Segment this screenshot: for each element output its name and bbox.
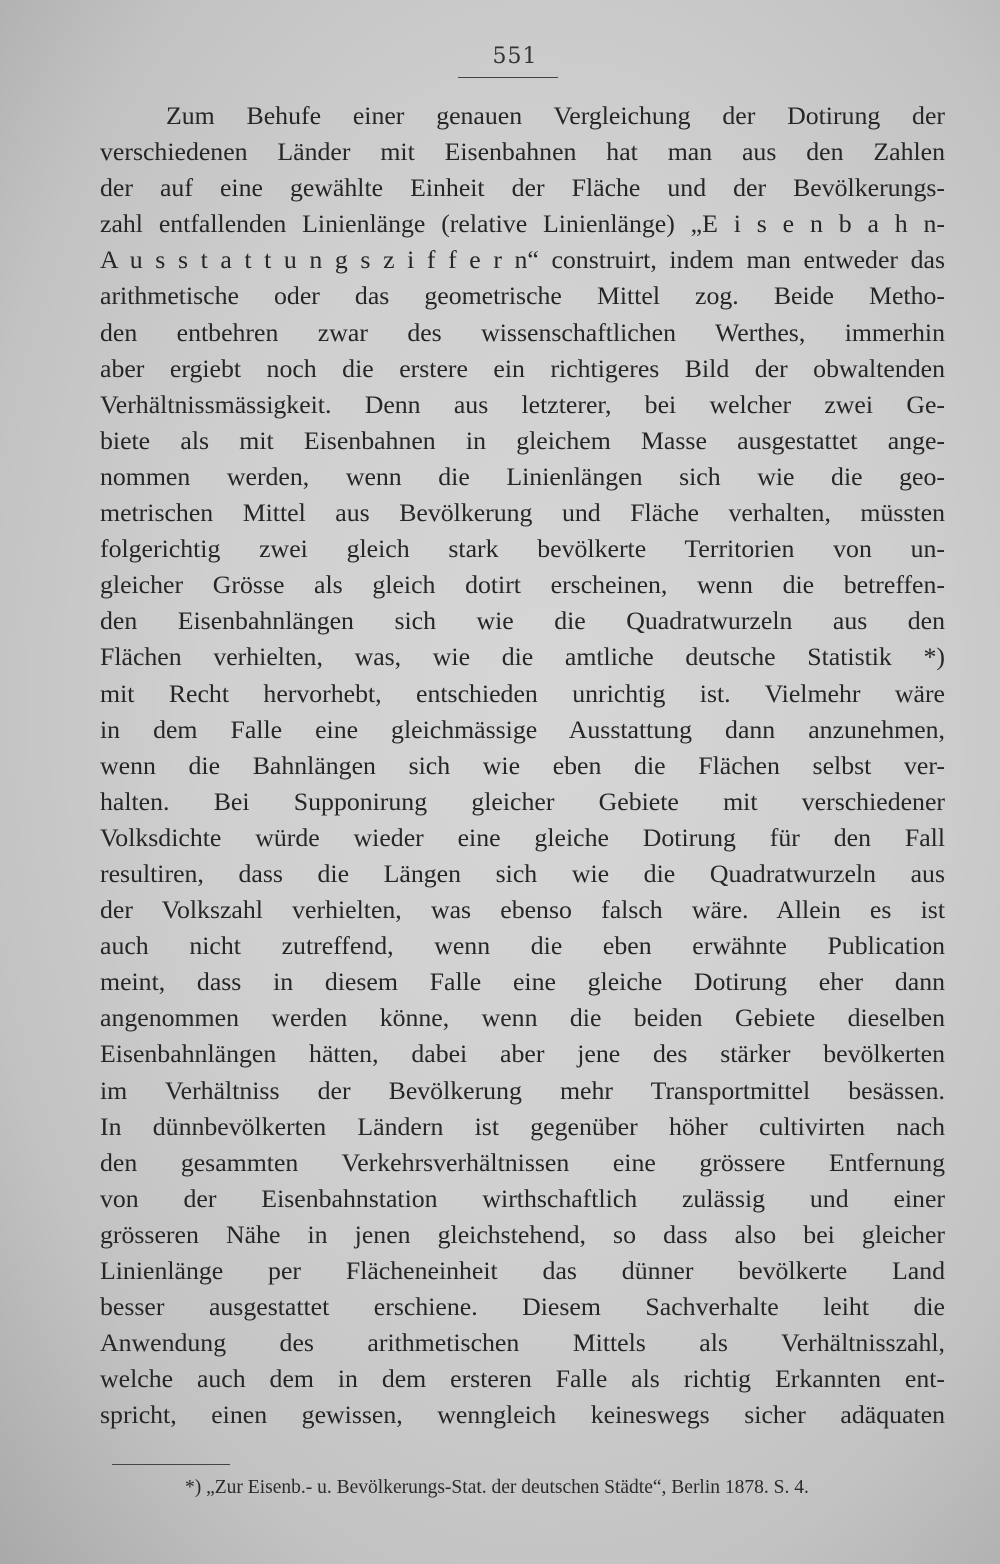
text-line: angenommen werden könne, wenn die beiden Gebiete dieselben bbox=[100, 1003, 945, 1033]
text-line: wenn die Bahnlängen sich wie eben die Flächen selbst ver- bbox=[100, 750, 945, 780]
text-line: Zum Behufe einer genauen Vergleichung der Dotirung der bbox=[166, 101, 945, 130]
text-line: von der Eisenbahnstation wirthschaftlich zulässig und einer bbox=[100, 1183, 945, 1213]
text-line: auch nicht zutreffend, wenn die eben erwähnte Publication bbox=[100, 931, 945, 961]
text-line: aber ergiebt noch die erstere ein richtigeres Bild der obwaltenden bbox=[100, 353, 945, 383]
text-line: den entbehren zwar des wissenschaftlichen Werthes, immerhin bbox=[100, 317, 945, 347]
text-line: der Volkszahl verhielten, was ebenso falsch wäre. Allein es ist bbox=[100, 895, 945, 925]
text-line: der auf eine gewählte Einheit der Fläche und der Bevölkerungs- bbox=[100, 173, 945, 203]
text-line: meint, dass in diesem Falle eine gleiche Dotirung eher dann bbox=[100, 967, 945, 997]
footnote: *) „Zur Eisenb.- u. Bevölkerungs-Stat. der deutschen Städte“, Berlin 1878. S. 4. bbox=[185, 1477, 809, 1498]
text-line: gleicher Grösse als gleich dotirt erscheinen, wenn die betreffen- bbox=[100, 570, 945, 600]
text-line: zahl entfallenden Linienlänge (relative Linienlänge) „E i s e n b a h n- bbox=[100, 209, 945, 239]
text-line: spricht, einen gewissen, wenngleich keineswegs sicher adäquaten bbox=[100, 1400, 945, 1430]
text-line: Anwendung des arithmetischen Mittels als Verhältnisszahl, bbox=[100, 1328, 945, 1358]
text-line: Linienlänge per Flächeneinheit das dünner bevölkerte Land bbox=[100, 1256, 945, 1285]
text-line: mit Recht hervorhebt, entschieden unrichtig ist. Vielmehr wäre bbox=[100, 678, 945, 708]
body-text bbox=[100, 98, 945, 1433]
page-number: 551 bbox=[492, 44, 538, 69]
text-line: Flächen verhielten, was, wie die amtliche deutsche Statistik *) bbox=[100, 642, 945, 672]
text-line: den Eisenbahnlängen sich wie die Quadratwurzeln aus den bbox=[100, 606, 945, 636]
text-line: Eisenbahnlängen hätten, dabei aber jene des stärker bevölkerten bbox=[100, 1039, 945, 1069]
text-line: biete als mit Eisenbahnen in gleichem Masse ausgestattet ange- bbox=[100, 425, 945, 455]
text-line: resultiren, dass die Längen sich wie die Quadratwurzeln aus bbox=[100, 858, 945, 888]
text-line: halten. Bei Supponirung gleicher Gebiete mit verschiedener bbox=[100, 786, 945, 816]
text-line: arithmetische oder das geometrische Mittel zog. Beide Metho- bbox=[100, 281, 945, 311]
text-line: welche auch dem in dem ersteren Falle als richtig Erkannten ent- bbox=[100, 1364, 945, 1394]
text-line: nommen werden, wenn die Linienlängen sich wie die geo- bbox=[100, 461, 945, 491]
page-number-rule bbox=[458, 77, 558, 78]
text-line: verschiedenen Länder mit Eisenbahnen hat man aus den Zahlen bbox=[100, 137, 945, 167]
text-line: folgerichtig zwei gleich stark bevölkerte Territorien von un- bbox=[100, 534, 945, 564]
text-line: besser ausgestattet erschiene. Diesem Sachverhalte leiht die bbox=[100, 1292, 945, 1322]
text-line: Verhältnissmässigkeit. Denn aus letzterer, bei welcher zwei Ge- bbox=[100, 389, 945, 419]
text-line: A u s s t a t t u n g s z i f f e r n“ construirt, indem man entweder das bbox=[100, 245, 945, 275]
text-line: Volksdichte würde wieder eine gleiche Dotirung für den Fall bbox=[100, 822, 945, 852]
text-line: metrischen Mittel aus Bevölkerung und Fläche verhalten, müssten bbox=[100, 498, 945, 528]
text-line: grösseren Nähe in jenen gleichstehend, so dass also bei gleicher bbox=[100, 1219, 945, 1249]
text-line: im Verhältniss der Bevölkerung mehr Transportmittel besässen. bbox=[100, 1075, 945, 1105]
footnote-rule bbox=[112, 1464, 230, 1465]
text-line: In dünnbevölkerten Ländern ist gegenüber höher cultivirten nach bbox=[100, 1111, 945, 1141]
text-line: den gesammten Verkehrsverhältnissen eine grössere Entfernung bbox=[100, 1147, 945, 1177]
text-line: in dem Falle eine gleichmässige Ausstattung dann anzunehmen, bbox=[100, 714, 945, 744]
